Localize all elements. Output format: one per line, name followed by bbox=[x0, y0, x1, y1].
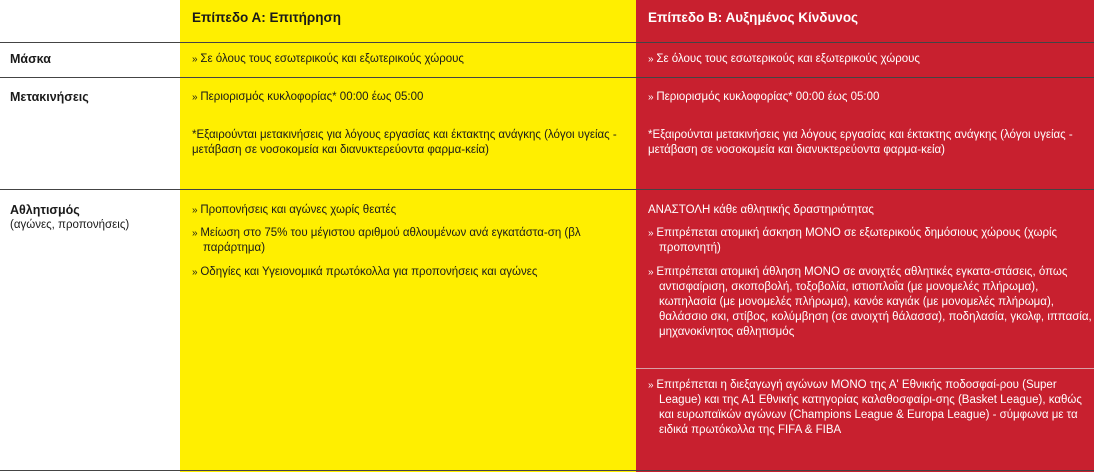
sports-level-b-item: » Επιτρέπεται ατομική άσκηση ΜΟΝΟ σε εξωτερικούς δημόσιους χώρους (χωρίς προπονητή) bbox=[648, 226, 1094, 256]
label-column bbox=[0, 0, 180, 472]
movement-note-level-a: *Εξαιρούνται μετακινήσεις για λόγους εργασίας και έκτακτης ανάγκης (λόγοι υγείας - μετάβαση σε νοσοκομεία και διανυκτερεύοντα φαρμα-κεία) bbox=[192, 129, 617, 156]
sports-level-b-item: » Επιτρέπεται ατομική άθληση ΜΟΝΟ σε ανοιχτές αθλητικές εγκατα-στάσεις, όπως αντισφαίριση, σκοποβολή, τοξοβολία, ιστιοπλοΐα (με μονομελές πλήρωμα), κωπηλασία (με μονομελές πλήρωμα), κανόε καγιάκ (με μονομελές πλήρωμα), θαλάσσιο σκι, στίβος, κολύμβηση (σε ανοιχτή θάλασσα), ποδηλασία, γκολφ, ιππασία, μηχανοκίνητος αθλητισμός bbox=[648, 265, 1094, 340]
inner-divider bbox=[636, 368, 1094, 369]
movement-curfew-level-b: » Περιορισμός κυκλοφορίας* 00:00 έως 05:00 bbox=[648, 90, 1094, 105]
sports-level-b-intro: ΑΝΑΣΤΟΛΗ κάθε αθλητικής δραστηριότητας bbox=[648, 204, 874, 216]
sports-level-b-item: » Επιτρέπεται η διεξαγωγή αγώνων ΜΟΝΟ της Α' Εθνικής ποδοσφαί-ρου (Super League) και της Α1 Εθνικής κατηγορίας καλαθοσφαίρι-σης (Basket League), καθώς και ευρωπαϊκών αγώνων (Champions League & Europa League) - σύμφωνα με τα ειδικά πρωτόκολλα της FIFA & FIBA bbox=[648, 378, 1094, 438]
sports-level-a-item: » Οδηγίες και Υγειονομικά πρωτόκολλα για προπονήσεις και αγώνες bbox=[192, 265, 635, 280]
mask-level-b: » Σε όλους τους εσωτερικούς και εξωτερικούς χώρους bbox=[648, 52, 1094, 67]
row-divider bbox=[0, 470, 1094, 471]
movement-curfew-level-a: » Περιορισμός κυκλοφορίας* 00:00 έως 05:00 bbox=[192, 90, 635, 105]
row-divider bbox=[0, 189, 1094, 190]
sports-level-a-item: » Προπονήσεις και αγώνες χωρίς θεατές bbox=[192, 203, 635, 218]
row-sublabel-sports: (αγώνες, προπονήσεις) bbox=[10, 219, 130, 231]
row-divider bbox=[0, 77, 1094, 78]
row-label-mask: Μάσκα bbox=[10, 52, 51, 66]
movement-note-level-b: *Εξαιρούνται μετακινήσεις για λόγους εργασίας και έκτακτης ανάγκης (λόγοι υγείας - μετάβαση σε νοσοκομεία και διανυκτερεύοντα φαρμα-κεία) bbox=[648, 129, 1073, 156]
sports-level-a-item: » Μείωση στο 75% του μέγιστου αριθμού αθλουμένων ανά εγκατάστα-ση (βλ παράρτημα) bbox=[192, 226, 635, 256]
header-level-b: Επίπεδο Β: Αυξημένος Κίνδυνος bbox=[648, 10, 859, 25]
mask-level-a: » Σε όλους τους εσωτερικούς και εξωτερικούς χώρους bbox=[192, 52, 635, 67]
row-label-movement: Μετακινήσεις bbox=[10, 90, 89, 104]
header-level-a: Επίπεδο Α: Επιτήρηση bbox=[192, 10, 341, 25]
row-divider bbox=[0, 42, 1094, 43]
row-label-sports: Αθλητισμός bbox=[10, 203, 80, 217]
